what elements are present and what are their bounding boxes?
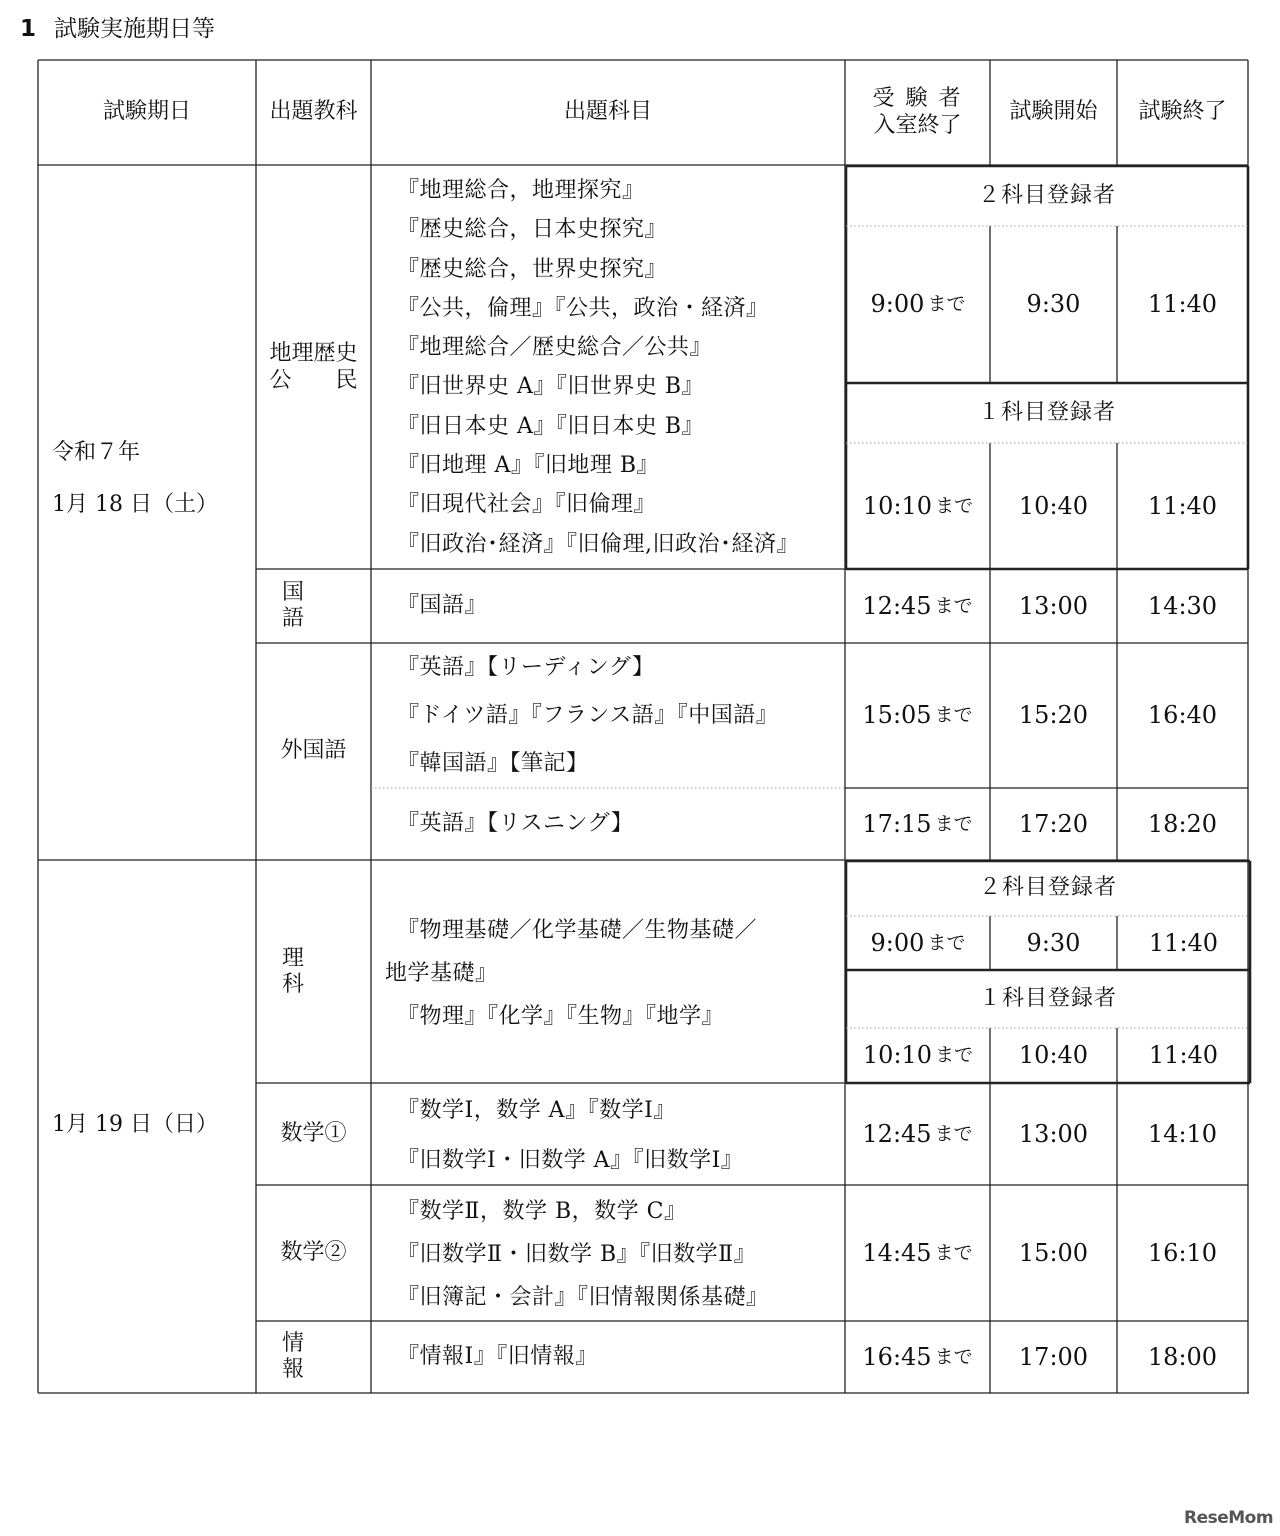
math2-end: 16:10 <box>1147 1238 1218 1267</box>
math2-room: 14:45 まで <box>862 1238 973 1267</box>
kokugo-room: 12:45 まで <box>862 591 973 620</box>
geo-subject: 『公共，倫理』『公共，政治・経済』 <box>397 295 769 321</box>
geo-subject: 『旧政治･経済』『旧倫理,旧政治･経済』 <box>397 531 799 557</box>
header-date: 試験期日 <box>102 99 191 125</box>
math1-subject-list <box>371 1098 845 1174</box>
foreign-subject: 『ドイツ語』『フランス語』『中国語』 <box>397 702 779 728</box>
geo-area-line2: 公 民 <box>269 367 358 393</box>
math1-start: 13:00 <box>1018 1119 1089 1148</box>
info-end: 18:00 <box>1147 1342 1218 1371</box>
science-two-room: 9:00 まで <box>870 928 966 957</box>
info-subject: 『情報Ⅰ』『旧情報』 <box>397 1343 598 1369</box>
geo-two-start: 9:30 <box>1026 290 1081 319</box>
science-subject: 地学基礎』 <box>385 960 498 986</box>
geo-subject: 『歴史総合，日本史探究』 <box>397 217 668 243</box>
geo-one-start: 10:40 <box>1018 491 1089 520</box>
foreign-subject: 『韓国語』【筆記】 <box>397 750 589 776</box>
geo-two-end: 11:40 <box>1147 290 1218 319</box>
science-one-room: 10:10 まで <box>862 1041 974 1070</box>
foreign-area: 外国語 <box>280 738 347 764</box>
section-number: 1 <box>20 16 37 42</box>
geo-subject: 『地理総合／歴史総合／公共』 <box>397 335 713 361</box>
geo-subject: 『旧日本史 A』『旧日本史 B』 <box>397 413 705 439</box>
foreign-reading-subjects <box>371 655 845 777</box>
day2-date: 1月 19 日（日） <box>52 1111 218 1137</box>
kokugo-start: 13:00 <box>1018 591 1089 620</box>
resemom-logo: ReseMom <box>1184 1508 1274 1528</box>
science-one-end: 11:40 <box>1148 1041 1219 1070</box>
geo-one-room: 10:10 まで <box>862 491 974 520</box>
math2-subject: 『数学Ⅱ，数学 B，数学 C』 <box>397 1199 687 1224</box>
science-one-start: 10:40 <box>1018 1041 1089 1070</box>
foreign-reading-end: 16:40 <box>1147 701 1218 730</box>
geo-one-end: 11:40 <box>1147 491 1218 520</box>
foreign-listening-room: 17:15 まで <box>862 809 973 838</box>
math2-area: 数学② <box>280 1239 347 1265</box>
foreign-reading-room: 15:05 まで <box>862 701 973 730</box>
foreign-listening-start: 17:20 <box>1018 809 1089 838</box>
geo-subject: 『歴史総合，世界史探究』 <box>397 256 668 282</box>
geo-area-line1: 地理歴史 <box>269 341 358 367</box>
math1-subject: 『旧数学Ⅰ・旧数学 A』『旧数学Ⅰ』 <box>397 1147 744 1173</box>
science-subject-list <box>371 918 845 1030</box>
day1-date <box>52 440 252 540</box>
geo-subject-list <box>371 178 845 558</box>
geo-two-subject-label: ２科目登録者 <box>977 182 1116 208</box>
geo-one-subject-label: １科目登録者 <box>977 399 1116 425</box>
science-one-subject-label: １科目登録者 <box>978 985 1117 1011</box>
header-room-close <box>845 60 990 165</box>
geo-area <box>256 166 371 569</box>
geo-subject: 『旧地理 A』『旧地理 B』 <box>397 452 660 478</box>
kokugo-subject: 『国語』 <box>397 592 488 618</box>
header-start: 試験開始 <box>1009 99 1098 125</box>
foreign-subject: 『英語』【リーディング】 <box>397 655 655 680</box>
science-two-start: 9:30 <box>1026 928 1081 957</box>
foreign-listening-subject: 『英語』【リスニング】 <box>397 810 634 836</box>
header-subject-area: 出題教科 <box>269 99 358 125</box>
info-area: 情報 <box>282 1330 331 1382</box>
kokugo-area: 国語 <box>282 579 331 631</box>
kokugo-end: 14:30 <box>1147 591 1218 620</box>
science-subject: 『物理』『化学』『生物』『地学』 <box>397 1003 725 1029</box>
day1-date-line2: 1月 18 日（土） <box>52 492 218 518</box>
info-room: 16:45 まで <box>862 1342 973 1371</box>
science-subject: 『物理基礎／化学基礎／生物基礎／ <box>397 918 758 943</box>
geo-subject: 『旧世界史 A』『旧世界史 B』 <box>397 374 705 400</box>
math2-subject: 『旧数学Ⅱ・旧数学 B』『旧数学Ⅱ』 <box>397 1241 757 1267</box>
header-room-line1: 受 験 者 <box>872 86 963 112</box>
math1-area: 数学① <box>280 1120 347 1146</box>
math1-end: 14:10 <box>1147 1119 1218 1148</box>
science-two-end: 11:40 <box>1148 928 1219 957</box>
math2-subject-list <box>371 1199 845 1311</box>
page-heading <box>20 10 215 43</box>
math1-room: 12:45 まで <box>862 1119 973 1148</box>
math2-start: 15:00 <box>1018 1238 1089 1267</box>
geo-subject: 『旧現代社会』『旧倫理』 <box>397 492 657 518</box>
foreign-listening-end: 18:20 <box>1147 809 1218 838</box>
geo-two-room: 9:00 まで <box>870 290 966 319</box>
header-subjects: 出題科目 <box>563 99 652 125</box>
section-title: 試験実施期日等 <box>54 16 216 42</box>
header-room-line2: 入室終了 <box>873 112 962 138</box>
foreign-reading-start: 15:20 <box>1018 701 1089 730</box>
science-area: 理科 <box>282 945 331 997</box>
header-end: 試験終了 <box>1138 99 1227 125</box>
math2-subject: 『旧簿記・会計』『旧情報関係基礎』 <box>397 1284 769 1310</box>
science-two-subject-label: ２科目登録者 <box>978 875 1117 901</box>
math1-subject: 『数学Ⅰ，数学 A』『数学Ⅰ』 <box>397 1098 676 1123</box>
day1-date-line1: 令和７年 <box>52 440 141 465</box>
info-start: 17:00 <box>1018 1342 1089 1371</box>
geo-subject: 『地理総合，地理探究』 <box>397 178 645 203</box>
